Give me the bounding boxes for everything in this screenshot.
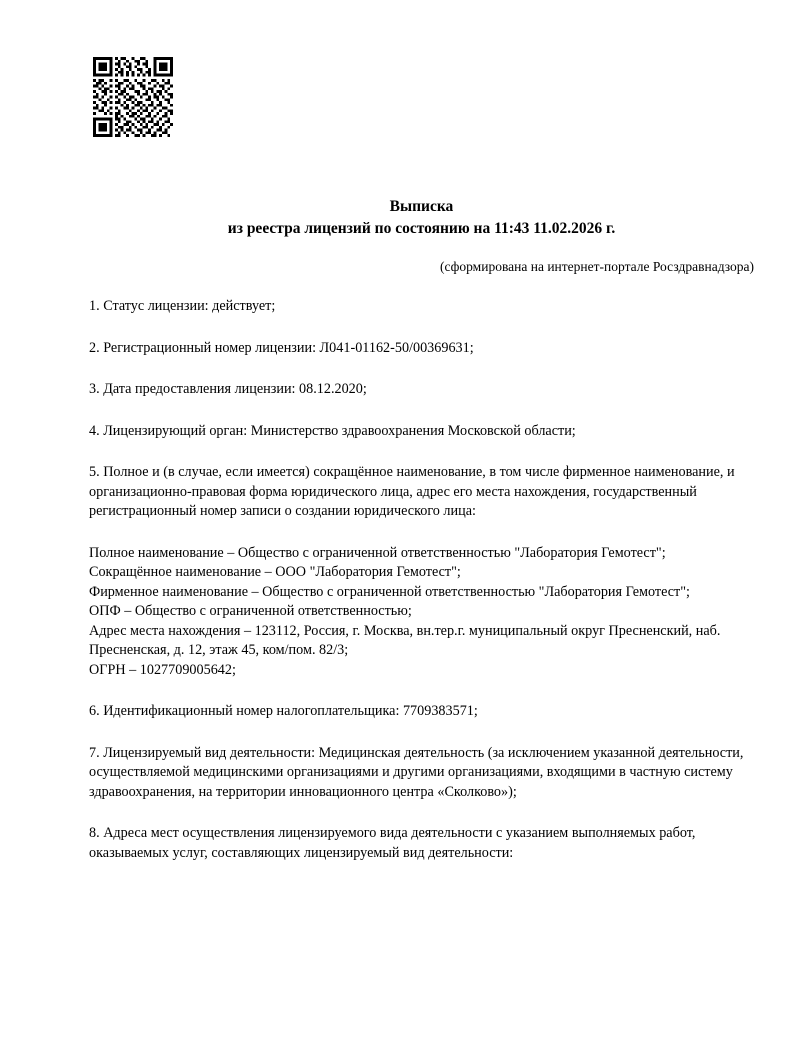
entity-short-name: Сокращённое наименование – ООО "Лаборатория Гемотест"; <box>89 564 461 580</box>
title-line-2: из реестра лицензий по состоянию на 11:43 11.02.2026 г. <box>227 220 616 237</box>
clause-issue-date: 3. Дата предоставления лицензии: 08.12.2020; <box>89 381 367 397</box>
page-title <box>89 196 754 240</box>
entity-address: Адрес места нахождения – 123112, Россия, г. Москва, вн.тер.г. муниципальный округ Пресненский, наб. Пресненская, д. 12, этаж 45, ком/пом. 82/3; <box>89 622 721 658</box>
clause-activity-addresses: 8. Адреса мест осуществления лицензируемого вида деятельности с указанием выполняемых работ, оказываемых услуг, составляющих лицензируемый вид деятельности: <box>89 825 696 861</box>
title-line-1: Выписка <box>389 198 454 215</box>
clause-status: 1. Статус лицензии: действует; <box>89 298 276 314</box>
entity-ogrn: ОГРН – 1027709005642; <box>89 661 236 678</box>
entity-full-name: Полное наименование – Общество с ограниченной ответственностью "Лаборатория Гемотест"; <box>89 544 666 561</box>
clause-licensing-authority: 4. Лицензирующий орган: Министерство здравоохранения Московской области; <box>89 422 576 439</box>
clause-activity-type: 7. Лицензируемый вид деятельности: Медицинская деятельность (за исключением указанной деятельности, осуществляемой медицинскими организациями и другими организациями, входящими в частную систему здравоохранения, на территории инновационного центра «Сколково»); <box>89 744 744 800</box>
entity-brand-name: Фирменное наименование – Общество с ограниченной ответственностью "Лаборатория Гемотест"; <box>89 583 690 600</box>
entity-legal-form: ОПФ – Общество с ограниченной ответственностью; <box>89 603 412 619</box>
clause-entity-names: 5. Полное и (в случае, если имеется) сокращённое наименование, в том числе фирменное наименование, и организационно-правовая форма юридического лица, адрес его места нахождения, государственный регистрационный номер записи о создании юридического лица: <box>89 464 735 519</box>
qr-code-icon <box>93 57 173 137</box>
clause-inn: 6. Идентификационный номер налогоплательщика: 7709383571; <box>89 703 478 719</box>
document-content <box>89 196 754 863</box>
document-subtitle: (сформирована на интернет-портале Росздравнадзора) <box>439 259 754 274</box>
clause-registration-number: 2. Регистрационный номер лицензии: Л041-01162-50/00369631; <box>89 339 474 356</box>
entity-details <box>89 544 754 681</box>
